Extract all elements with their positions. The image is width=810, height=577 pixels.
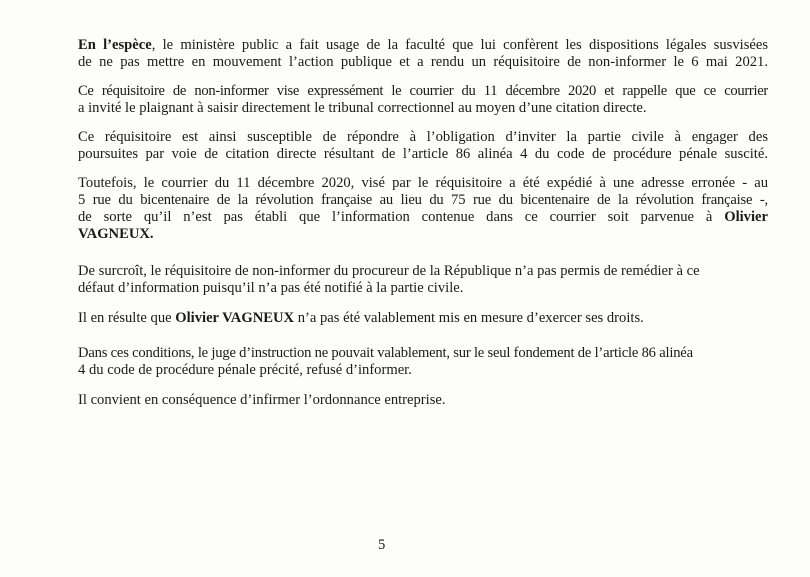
paragraph-line	[78, 263, 768, 280]
text: poursuites par voie de citation directe résultant de l’article 86 alinéa 4 du code de procédure pénale suscité.	[78, 146, 768, 162]
person-name: Olivier	[724, 209, 768, 225]
paragraph-line	[78, 175, 768, 192]
text: de sorte qu’il n’est pas établi que l’information contenue dans ce courrier soit parvenue à	[78, 209, 725, 225]
person-name: VAGNEUX.	[78, 226, 154, 242]
paragraph-line	[78, 310, 768, 327]
paragraph-line	[78, 83, 768, 100]
text: Ce réquisitoire est ainsi susceptible de répondre à l’obligation d’inviter la partie civile à engager des	[78, 129, 768, 145]
paragraph-line	[78, 392, 768, 409]
paragraph-line	[78, 54, 768, 71]
text: de ne pas mettre en mouvement l’action publique et a rendu un réquisitoire de non-informer le 6 mai 2021.	[78, 54, 768, 70]
text: Toutefois, le courrier du 11 décembre 2020, visé par le réquisitoire a été expédié à une adresse erronée - au	[78, 175, 768, 191]
text: , le ministère public a fait usage de la faculté que lui confèrent les dispositions légales susvisées	[151, 37, 768, 53]
person-name: Olivier VAGNEUX	[175, 310, 295, 326]
paragraph-line	[78, 280, 768, 297]
paragraph-line	[78, 129, 768, 146]
text: Il en résulte que	[78, 310, 176, 326]
paragraph-line	[78, 209, 768, 226]
text: 5 rue du bicentenaire de la révolution française au lieu du 75 rue du bicentenaire de la révolution française -,	[78, 192, 768, 208]
text: Dans ces conditions, le juge d’instruction ne pouvait valablement, sur le seul fondement de l’article 86 alinéa	[78, 345, 693, 361]
text: Il convient en conséquence d’infirmer l’ordonnance entreprise.	[78, 392, 446, 408]
paragraph-line	[78, 146, 768, 163]
paragraph-line	[78, 226, 768, 243]
paragraph-line	[78, 192, 768, 209]
text: Ce réquisitoire de non-informer vise expressément le courrier du 11 décembre 2020 et rappelle que ce courrier	[78, 83, 768, 99]
paragraph-line	[78, 345, 768, 362]
bold-text: En l’espèce	[78, 37, 152, 53]
paragraph-line	[78, 100, 768, 117]
text: De surcroît, le réquisitoire de non-informer du procureur de la République n’a pas permis de remédier à ce	[78, 263, 700, 279]
text: a invité le plaignant à saisir directement le tribunal correctionnel au moyen d’une citation directe.	[78, 100, 647, 116]
page-number: 5	[378, 537, 386, 553]
paragraph-line	[78, 362, 768, 379]
text: défaut d’information puisqu’il n’a pas été notifié à la partie civile.	[78, 280, 464, 296]
text: n’a pas été valablement mis en mesure d’exercer ses droits.	[294, 310, 644, 326]
paragraph-line	[78, 37, 768, 54]
text: 4 du code de procédure pénale précité, refusé d’informer.	[78, 362, 412, 378]
